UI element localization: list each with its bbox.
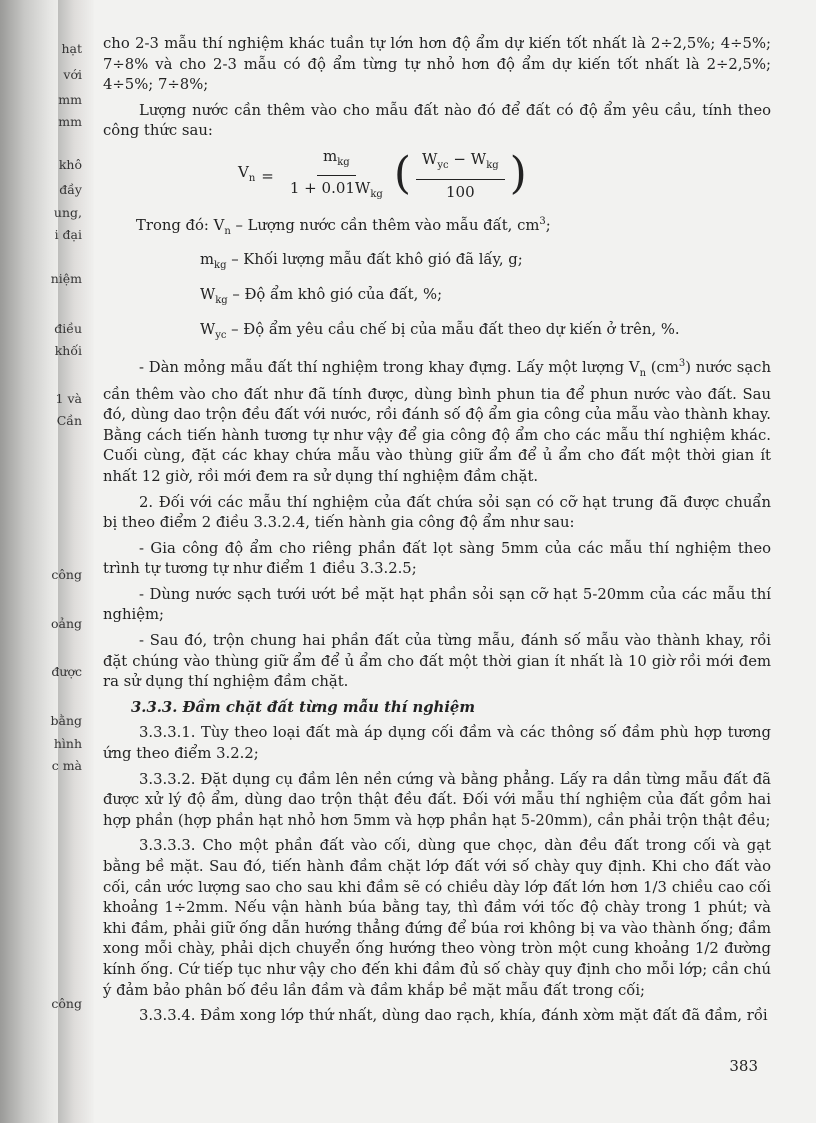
margin-word: bằng [50,713,82,728]
formula-lhs: $V_n$ [238,163,256,185]
margin-word: mm [58,92,82,107]
paragraph: 3.3.3.3. Cho một phần đất vào cối, dùng que chọc, dàn đều đất trong cối và gạt bằng bề mặt. Sau đó, tiến hành đầm chặt lớp đất với số chày quy định. Khi cho đất vào cối, cần ước lượng sao cho sau khi đầm sẽ có chiều dày lớp đất lớn hơn 1/3 chiều cao cối khoảng 1÷2mm. Nếu vận hành búa bằng tay, thì đầm với tốc độ chày trong 1 phút; và khi đầm, phải giữ ống dẫn hướng thẳng đứng để búa rơi không bị va vào thành ống; đầm xong mỗi chày, phải dịch chuyển ống hướng theo vòng tròn một cung khoảng 1/2 đường kính ống. Cứ tiếp tục như vậy cho đến khi đầm đủ số chày quy định cho mỗi lớp; cần chú ý đảm bảo phân bố đều lần đầm và đầm khắp bề mặt mẫu đất trong cối; [103,837,771,999]
paragraph: - Dùng nước sạch tưới ướt bề mặt hạt phần sỏi sạn cỡ hạt 5-20mm của các mẫu thí nghiệm; [103,585,771,624]
paragraph: 3.3.3.2. Đặt dụng cụ đầm lên nền cứng và bằng phẳng. Lấy ra dần từng mẫu đất đã được xử lý độ ẩm, dùng dao trộn thật đều đất. Đối với mẫu thí nghiệm của đất gồm hai hợp phần (hợp phần hạt nhỏ hơn 5mm và hợp phần hạt 5-20mm), cần phải trộn thật đều; [103,770,771,829]
paragraph: Lượng nước cần thêm vào cho mẫu đất nào đó để đất có độ ẩm yêu cầu, tính theo công thức sau: [103,101,771,140]
paragraph: 3.3.3.4. Đầm xong lớp thứ nhất, dùng dao rạch, khía, đánh xờm mặt đất đã đầm, rồi [139,1007,768,1025]
margin-word: c mà [51,758,82,773]
margin-word: đầy [59,182,82,197]
section-heading: 3.3.3. Đầm chặt đất từng mẫu thí nghiệm [131,698,476,716]
margin-word: ung, [53,205,82,220]
margin-word: khối [54,343,82,358]
paragraph: 3.3.3.1. Tùy theo loại đất mà áp dụng cối đầm và các thông số đầm phù hợp tương ứng theo điểm 3.2.2; [103,724,771,763]
paragraph: cho 2-3 mẫu thí nghiệm khác tuần tự lớn hơn độ ẩm dự kiến tốt nhất là 2÷2,5%; 4÷5%; 7÷8% và cho 2-3 mẫu có độ ẩm từng tự nhỏ hơn độ ẩm dự kiến tốt nhất là 2÷2,5%; 4÷5%; 7÷8%; [103,35,771,94]
definition-vn: Trong đó: $V_n$ – Lượng nước cần thêm vào mẫu đất, $cm^3$; [136,215,551,237]
margin-word: Cần [56,413,82,428]
margin-word: niệm [50,271,82,286]
formula-equals: = [261,166,274,185]
margin-word: hình [53,736,82,751]
paragraph: - Gia công độ ẩm cho riêng phần đất lọt sàng 5mm của các mẫu thí nghiệm theo trình tự tương tự như điểm 1 điều 3.3.2.5; [103,539,771,578]
formula-paren-close: ) [509,147,527,199]
margin-word: i đại [54,227,82,242]
paragraph: - Dàn mỏng mẫu đất thí nghiệm trong khay đựng. Lấy một lượng $V_n$ $(cm^3)$ nước sạch cần thêm vào cho đất như đã tính được, dùng bình phun tia để phun nước vào đất. Sau đó, dùng dao trộn đều đất với nước, rồi đánh số độ ẩm gia công của mẫu vào thành khay. Bằng cách tiến hành tương tự như vậy để gia công độ ẩm cho các mẫu thí nghiệm khác. Cuối cùng, đặt các khay chứa mẫu vào thùng giữ ẩm để ủ ẩm cho đất một thời gian ít nhất 12 giờ, rồi mới đem ra sử dụng thí nghiệm đầm chặt. [103,358,771,485]
margin-word: được [51,664,82,679]
definition-wkg: $W_{kg}$ – Độ ẩm khô gió của đất, %; [200,285,443,306]
paragraph: - Sau đó, trộn chung hai phần đất của từng mẫu, đánh số mẫu vào thành khay, rồi đặt chúng vào thùng giữ ẩm để ủ ẩm cho đất một thời gian ít nhất là 10 giờ rồi mới đem ra sử dụng thí nghiệm đầm chặt. [103,632,771,691]
margin-word: hạt [61,41,82,56]
paragraph: 2. Đối với các mẫu thí nghiệm của đất chứa sỏi sạn có cỡ hạt trung đã được chuẩn bị theo điểm 2 điều 3.3.2.4, tiến hành gia công độ ẩm như sau: [103,493,771,532]
margin-word: công [51,567,82,582]
margin-word: 1 và [55,391,82,406]
formula-definitions [136,212,771,346]
document-page [103,34,771,1032]
definition-wyc: $W_{yc}$ – Độ ẩm yêu cầu chế bị của mẫu đất theo dự kiến ở trên, %. [200,320,680,341]
water-volume-formula [238,148,771,204]
margin-word: điều [54,321,82,336]
margin-word: công [51,996,82,1011]
margin-word: oảng [50,616,82,631]
previous-page-margin [0,0,92,1123]
margin-word: khô [58,157,82,172]
formula-paren-open: ( [393,147,411,199]
margin-word: mm [58,114,82,129]
formula-fraction-moisture: $\frac{W_{yc} - W_{kg}}{100}$ [416,149,505,202]
page-number: 383 [729,1057,758,1075]
margin-word: với [63,67,82,82]
formula-fraction: $\frac{m_{kg}}{1 + 0.01W_{kg}}$ [289,146,383,201]
definition-mkg: $m_{kg}$ – Khối lượng mẫu đất khô gió đã lấy, g; [200,251,523,272]
